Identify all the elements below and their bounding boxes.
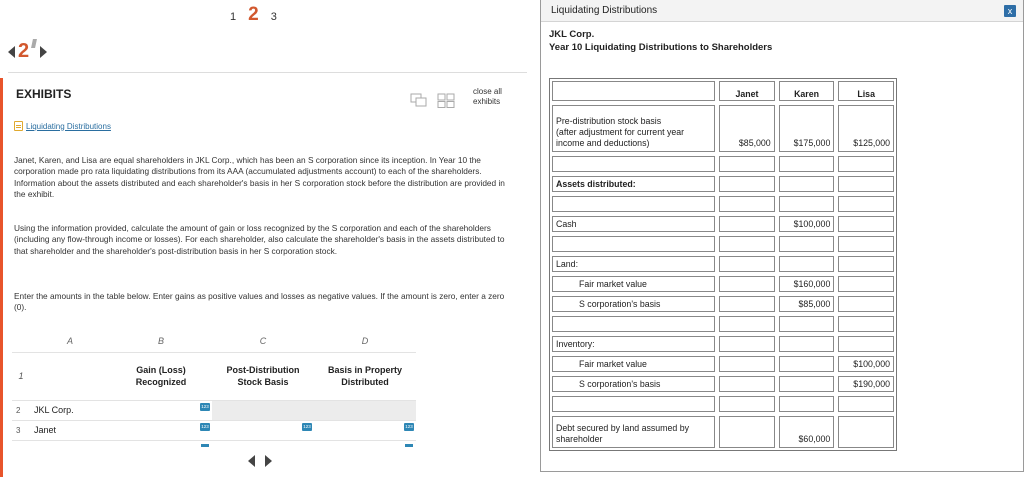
accent-bar bbox=[0, 78, 3, 477]
row-number: 3 bbox=[12, 420, 30, 440]
table-row bbox=[550, 314, 896, 334]
page-current[interactable]: 2 bbox=[248, 4, 259, 25]
row-label-inventory: Inventory: bbox=[552, 336, 715, 352]
table-row bbox=[550, 194, 896, 214]
tile-windows-icon[interactable] bbox=[437, 93, 455, 108]
numeric-entry-icon bbox=[405, 444, 413, 447]
row-label-land-fmv: Fair market value bbox=[552, 276, 715, 292]
col-letter-b: B bbox=[110, 330, 212, 352]
row-label-pre-basis: Pre-distribution stock basis (after adjustment for current year income and deductions) bbox=[552, 105, 715, 152]
table-row bbox=[550, 174, 896, 194]
table-row bbox=[12, 420, 416, 440]
input-janet-property-basis[interactable] bbox=[314, 420, 416, 440]
close-all-exhibits-button[interactable]: close all exhibits bbox=[473, 87, 502, 106]
row-label-inventory-basis: S corporation's basis bbox=[552, 376, 715, 392]
column-letter-row bbox=[12, 330, 416, 352]
col-letter-c: C bbox=[212, 330, 314, 352]
row-label-assets-distributed: Assets distributed: bbox=[552, 176, 715, 192]
row-label-land: Land: bbox=[552, 256, 715, 272]
lisa-inventory-basis: $190,000 bbox=[838, 376, 894, 392]
lisa-inventory-fmv: $100,000 bbox=[838, 356, 894, 372]
row-label-inventory-fmv: Fair market value bbox=[552, 356, 715, 372]
karen-land-fmv: $160,000 bbox=[779, 276, 835, 292]
question-number: 2 bbox=[18, 40, 30, 62]
table-row bbox=[550, 79, 896, 103]
table-row bbox=[550, 274, 896, 294]
karen-land-basis: $85,000 bbox=[779, 296, 835, 312]
input-janet-stock-basis[interactable] bbox=[212, 420, 314, 440]
table-row bbox=[550, 354, 896, 374]
page-link-3[interactable]: 3 bbox=[270, 11, 277, 23]
table-row bbox=[12, 440, 416, 456]
lisa-pre-basis: $125,000 bbox=[838, 105, 894, 152]
table-row bbox=[550, 394, 896, 414]
flag-icon[interactable] bbox=[31, 39, 37, 48]
input-jkl-gain[interactable] bbox=[110, 400, 212, 420]
numeric-entry-icon: 123 bbox=[201, 423, 209, 429]
table-row bbox=[550, 414, 896, 450]
table-row bbox=[550, 214, 896, 234]
karen-pre-basis: $175,000 bbox=[779, 105, 835, 152]
scroll-left-icon[interactable] bbox=[248, 455, 255, 467]
header-post-distribution-basis: Post-Distribution Stock Basis bbox=[212, 352, 314, 400]
row-label-land-basis: S corporation's basis bbox=[552, 296, 715, 312]
numeric-entry-icon: 123 bbox=[303, 423, 311, 429]
col-header-janet: Janet bbox=[719, 81, 774, 101]
input-cell[interactable] bbox=[110, 440, 212, 456]
document-icon bbox=[14, 121, 23, 131]
table-row bbox=[550, 103, 896, 154]
prev-question-icon[interactable] bbox=[8, 46, 15, 58]
row-label-janet: Janet bbox=[30, 420, 110, 440]
header-basis-property: Basis in Property Distributed bbox=[314, 352, 416, 400]
close-exhibit-button[interactable]: x bbox=[1004, 5, 1016, 17]
instruction-paragraph-1: Janet, Karen, and Lisa are equal shareholders in JKL Corp., which has been an S corporation since its inception. In Year 10 the corporation made pro rata liquidating distributions from its AAA (accumulated adjustments account) to each of the shareholders. Information about the assets distributed and each shareholder's basis in her S corporation stock before the distribution are provided in the exhibit. bbox=[14, 155, 505, 199]
table-row bbox=[12, 400, 416, 420]
numeric-entry-icon bbox=[201, 444, 209, 447]
col-header-karen: Karen bbox=[779, 81, 835, 101]
col-letter-a: A bbox=[30, 330, 110, 352]
input-janet-gain[interactable] bbox=[110, 420, 212, 440]
disabled-cell bbox=[314, 400, 416, 420]
header-gain-loss: Gain (Loss) Recognized bbox=[110, 352, 212, 400]
numeric-entry-icon: 123 bbox=[405, 423, 413, 429]
exhibit-subtitle: Year 10 Liquidating Distributions to Shareholders bbox=[549, 42, 773, 53]
col-letter-d: D bbox=[314, 330, 416, 352]
row-label-jkl: JKL Corp. bbox=[30, 400, 110, 420]
table-row bbox=[550, 154, 896, 174]
instruction-paragraph-3: Enter the amounts in the table below. Enter gains as positive values and losses as negative values. If the amount is zero, enter a zero (0). bbox=[14, 291, 505, 313]
karen-debt-assumed: $60,000 bbox=[779, 416, 835, 448]
row-number: 1 bbox=[12, 352, 30, 400]
exhibit-link-label: Liquidating Distributions bbox=[26, 121, 111, 131]
row-label-cash: Cash bbox=[552, 216, 715, 232]
row-number: 2 bbox=[12, 400, 30, 420]
table-row bbox=[550, 254, 896, 274]
horizontal-scroll bbox=[248, 455, 272, 467]
table-row bbox=[550, 234, 896, 254]
header-row bbox=[12, 352, 416, 400]
cascade-windows-icon[interactable] bbox=[410, 93, 428, 108]
exhibit-window bbox=[540, 0, 1024, 472]
table-row bbox=[550, 334, 896, 354]
table-row bbox=[550, 294, 896, 314]
answer-spreadsheet bbox=[12, 330, 416, 456]
page-link-1[interactable]: 1 bbox=[230, 11, 237, 23]
pagination bbox=[230, 4, 277, 26]
disabled-cell bbox=[212, 400, 314, 420]
exhibit-link-liquidating[interactable] bbox=[14, 121, 111, 131]
exhibits-title: EXHIBITS bbox=[16, 87, 72, 101]
input-cell[interactable] bbox=[314, 440, 416, 456]
exhibit-window-title: Liquidating Distributions bbox=[551, 5, 658, 16]
next-question-icon[interactable] bbox=[40, 46, 47, 58]
exhibits-bar bbox=[8, 72, 527, 132]
exhibit-table bbox=[549, 78, 897, 451]
col-header-lisa: Lisa bbox=[838, 81, 894, 101]
row-label-debt: Debt secured by land assumed by shareholder bbox=[552, 416, 715, 448]
janet-pre-basis: $85,000 bbox=[719, 105, 774, 152]
scroll-right-icon[interactable] bbox=[265, 455, 272, 467]
numeric-entry-icon: 123 bbox=[201, 403, 209, 409]
table-row bbox=[550, 374, 896, 394]
karen-cash: $100,000 bbox=[779, 216, 835, 232]
exhibit-titlebar[interactable] bbox=[541, 0, 1023, 22]
company-name: JKL Corp. bbox=[549, 29, 595, 40]
instruction-paragraph-2: Using the information provided, calculate the amount of gain or loss recognized by the S corporation and each of the shareholders (including any flow-through income or losses). For each shareholder, also calculate the shareholder's basis in the assets distributed to that shareholder and the shareholder's post-distribution basis in her S corporation stock. bbox=[14, 223, 505, 256]
question-nav bbox=[8, 40, 47, 63]
